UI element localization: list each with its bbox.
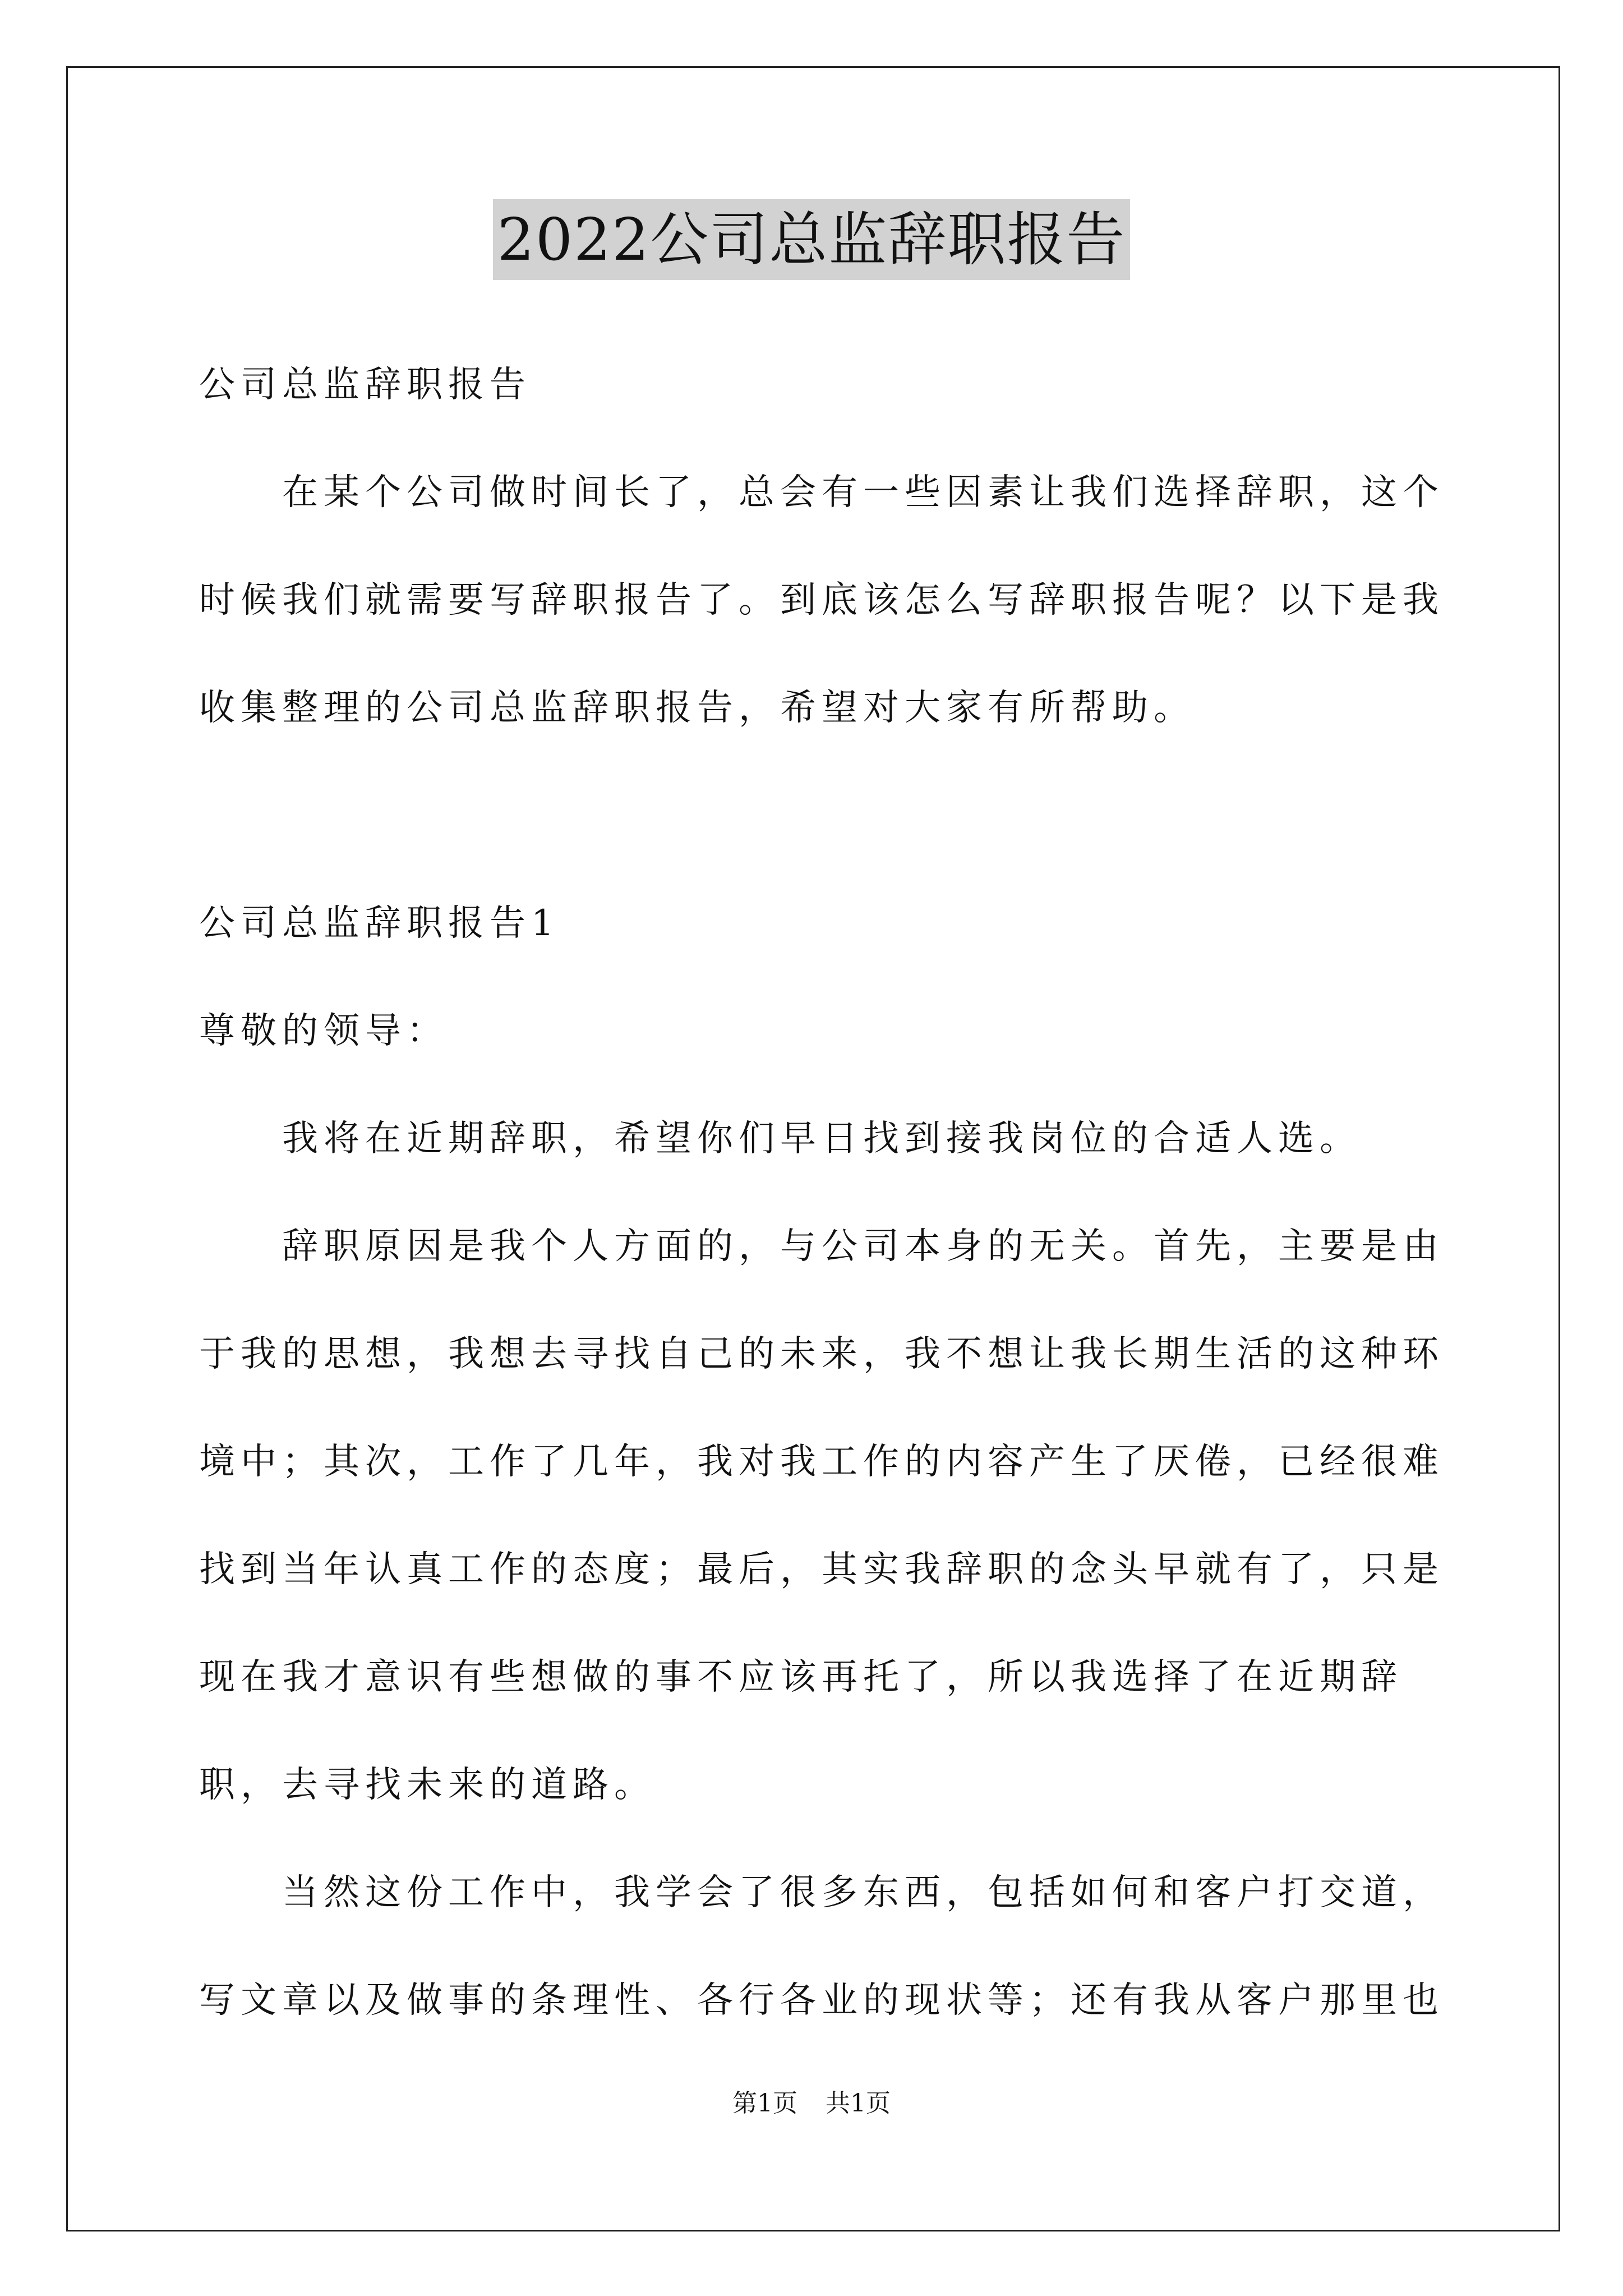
page-footer [0, 2087, 1623, 2120]
body-paragraph: 当然这份工作中，我学会了很多东西，包括如何和客户打交道，写文章以及做事的条理性、各行各业的现状等；还有我从客户那里也 [199, 1872, 1444, 2021]
salutation: 尊敬的领导： [199, 1010, 448, 1052]
body-paragraph: 我将在近期辞职，希望你们早日找到接我岗位的合适人选。 [282, 1118, 1361, 1159]
page-number: 第1页 [732, 2089, 797, 2118]
document-title: 2022公司总监辞职报告 [493, 199, 1131, 280]
paragraph-gap [199, 762, 1450, 869]
section-heading: 公司总监辞职报告 [199, 364, 531, 406]
body-paragraph: 辞职原因是我个人方面的，与公司本身的无关。首先，主要是由于我的思想，我想去寻找自己的未来，我不想让我长期生活的这种环境中；其次，工作了几年，我对我工作的内容产生了厌倦，已经很难找到当年认真工作的态度；最后，其实我辞职的念头早就有了，只是现在我才意识有些想做的事不应该再托了，所以我选择了在近期辞职，去寻找未来的道路。 [199, 1226, 1444, 1806]
title-container [0, 199, 1623, 280]
document-body [199, 331, 1450, 2054]
page-count: 共1页 [826, 2089, 891, 2118]
intro-paragraph: 在某个公司做时间长了，总会有一些因素让我们选择辞职，这个时候我们就需要写辞职报告了。到底该怎么写辞职报告呢？以下是我收集整理的公司总监辞职报告，希望对大家有所帮助。 [199, 472, 1444, 729]
letter-heading: 公司总监辞职报告1 [199, 903, 560, 944]
